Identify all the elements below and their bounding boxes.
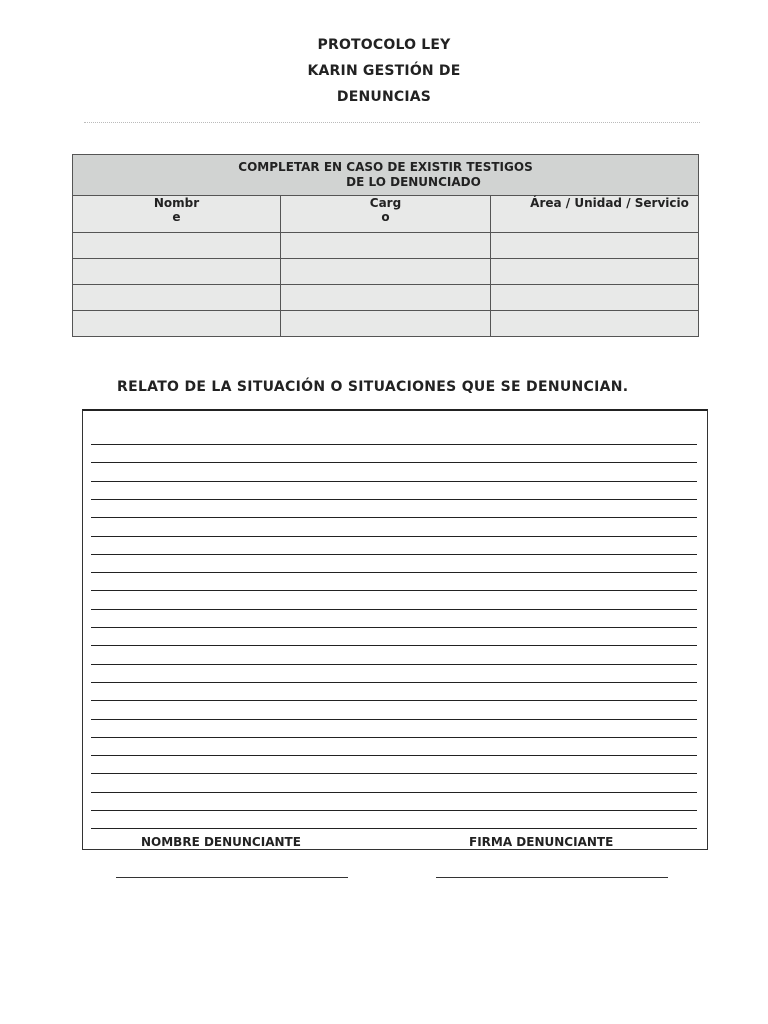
- column-header-area: [491, 196, 699, 233]
- column-header-nombre-line-1: Nombr: [153, 196, 200, 210]
- writing-line[interactable]: [91, 664, 697, 665]
- relato-title: RELATO DE LA SITUACIÓN O SITUACIONES QUE SE DENUNCIAN.: [117, 379, 629, 395]
- cell-cargo[interactable]: [281, 259, 491, 285]
- writing-line[interactable]: [91, 609, 697, 610]
- name-signature-line[interactable]: [116, 877, 348, 878]
- dotted-divider: [84, 122, 700, 123]
- witness-heading-line-1: COMPLETAR EN CASO DE EXISTIR TESTIGOS: [238, 160, 533, 174]
- title-line-2: KARIN GESTIÓN DE: [307, 63, 461, 79]
- table-row: [73, 285, 699, 311]
- writing-line[interactable]: [91, 517, 697, 518]
- writing-line[interactable]: [91, 590, 697, 591]
- cell-nombre[interactable]: [73, 233, 281, 259]
- table-row: [73, 259, 699, 285]
- writing-line[interactable]: [91, 536, 697, 537]
- cell-nombre[interactable]: [73, 259, 281, 285]
- writing-line[interactable]: [91, 773, 697, 774]
- writing-line[interactable]: [91, 444, 697, 445]
- writing-line[interactable]: [91, 810, 697, 811]
- column-header-nombre-line-2: e: [172, 210, 181, 224]
- cell-area[interactable]: [491, 311, 699, 337]
- writing-line[interactable]: [91, 462, 697, 463]
- writing-line[interactable]: [91, 572, 697, 573]
- writing-line[interactable]: [91, 627, 697, 628]
- witness-column-header-row: [73, 196, 699, 233]
- cell-area[interactable]: [491, 259, 699, 285]
- writing-line[interactable]: [91, 792, 697, 793]
- witness-table-heading-row: [73, 155, 699, 196]
- table-row: [73, 233, 699, 259]
- title-line-3: DENUNCIAS: [336, 89, 432, 105]
- column-header-nombre: [73, 196, 281, 233]
- title-line-1: PROTOCOLO LEY: [317, 37, 451, 53]
- column-header-cargo: [281, 196, 491, 233]
- signature-line[interactable]: [436, 877, 668, 878]
- signature-label: FIRMA DENUNCIANTE: [469, 835, 614, 849]
- cell-cargo[interactable]: [281, 233, 491, 259]
- witness-table-heading: [73, 155, 699, 196]
- writing-line[interactable]: [91, 554, 697, 555]
- writing-line[interactable]: [91, 700, 697, 701]
- writing-line[interactable]: [91, 481, 697, 482]
- witness-table: [72, 154, 699, 337]
- column-header-area-line-1: Área / Unidad / Servicio: [530, 196, 689, 210]
- column-header-cargo-line-1: Carg: [369, 196, 402, 210]
- writing-line[interactable]: [91, 737, 697, 738]
- cell-cargo[interactable]: [281, 311, 491, 337]
- table-row: [73, 311, 699, 337]
- name-label: NOMBRE DENUNCIANTE: [141, 835, 301, 849]
- cell-area[interactable]: [491, 285, 699, 311]
- writing-line[interactable]: [91, 828, 697, 829]
- cell-nombre[interactable]: [73, 311, 281, 337]
- cell-nombre[interactable]: [73, 285, 281, 311]
- cell-area[interactable]: [491, 233, 699, 259]
- writing-line[interactable]: [91, 719, 697, 720]
- witness-heading-line-2: DE LO DENUNCIADO: [346, 175, 481, 189]
- writing-line[interactable]: [91, 755, 697, 756]
- document-title: [0, 32, 768, 110]
- writing-line[interactable]: [91, 499, 697, 500]
- writing-line[interactable]: [91, 682, 697, 683]
- column-header-cargo-line-2: o: [381, 210, 390, 224]
- writing-line[interactable]: [91, 645, 697, 646]
- relato-box[interactable]: [82, 409, 708, 850]
- cell-cargo[interactable]: [281, 285, 491, 311]
